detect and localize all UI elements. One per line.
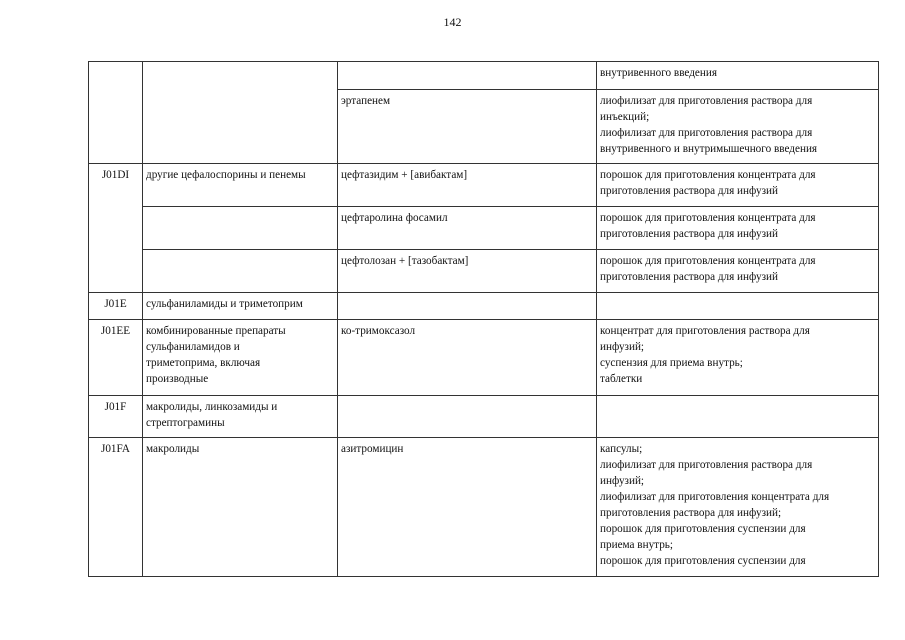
dosage-forms-cell	[597, 62, 879, 90]
dosage-form-line: капсулы;	[600, 443, 643, 455]
table-row	[89, 250, 879, 293]
dosage-forms-cell	[597, 207, 879, 250]
dosage-form-line: инфузий;	[600, 341, 645, 353]
dosage-form-line: приготовления раствора для инфузий	[600, 228, 778, 240]
group-cell: сульфаниламиды и триметоприм	[143, 293, 338, 320]
dosage-form-line: лиофилизат для приготовления раствора для	[600, 459, 813, 471]
drug-cell	[338, 396, 597, 438]
table-row	[89, 320, 879, 396]
dosage-forms-cell	[597, 164, 879, 207]
group-cell	[143, 62, 338, 164]
dosage-form-line: приготовления раствора для инфузий;	[600, 507, 782, 519]
dosage-form-line: порошок для приготовления концентрата для	[600, 169, 816, 181]
atc-code-cell: J01DI	[89, 164, 143, 293]
dosage-form-line: инъекций;	[600, 111, 650, 123]
group-line: стрептограмины	[146, 417, 225, 429]
dosage-form-line: внутривенного введения	[600, 67, 718, 79]
dosage-forms-cell	[597, 250, 879, 293]
dosage-form-line: лиофилизат для приготовления концентрата для	[600, 491, 830, 503]
dosage-form-line: суспензия для приема внутрь;	[600, 357, 743, 369]
atc-code-cell	[89, 62, 143, 164]
group-cell	[143, 207, 338, 250]
group-line: производные	[146, 373, 209, 385]
group-cell: другие цефалоспорины и пенемы	[143, 164, 338, 207]
dosage-form-line: таблетки	[600, 373, 643, 385]
drug-cell: азитромицин	[338, 438, 597, 577]
table-row	[89, 207, 879, 250]
atc-code-cell: J01FA	[89, 438, 143, 577]
dosage-form-line: порошок для приготовления концентрата для	[600, 255, 816, 267]
group-line: макролиды, линкозамиды и	[146, 401, 278, 413]
group-line: триметоприма, включая	[146, 357, 261, 369]
dosage-form-line: приготовления раствора для инфузий	[600, 185, 778, 197]
dosage-form-line: лиофилизат для приготовления раствора для	[600, 127, 813, 139]
dosage-form-line: инфузий;	[600, 475, 645, 487]
group-cell: макролиды	[143, 438, 338, 577]
dosage-form-line: концентрат для приготовления раствора для	[600, 325, 810, 337]
dosage-form-line: внутривенного и внутримышечного введения	[600, 143, 818, 155]
drug-cell	[338, 62, 597, 90]
table-row	[89, 164, 879, 207]
atc-code-cell: J01E	[89, 293, 143, 320]
drug-cell: цефтазидим + [авибактам]	[338, 164, 597, 207]
page-number: 142	[443, 15, 462, 29]
drug-cell: цефтаролина фосамил	[338, 207, 597, 250]
table-row	[89, 293, 879, 320]
drug-table	[88, 61, 879, 577]
dosage-form-line: приготовления раствора для инфузий	[600, 271, 778, 283]
group-cell	[143, 250, 338, 293]
group-cell	[143, 396, 338, 438]
dosage-forms-cell	[597, 90, 879, 164]
dosage-form-line: порошок для приготовления суспензии для	[600, 555, 806, 567]
dosage-form-line: приема внутрь;	[600, 539, 673, 551]
drug-cell: цефтолозан + [тазобактам]	[338, 250, 597, 293]
dosage-forms-cell	[597, 396, 879, 438]
table-row	[89, 62, 879, 90]
table-row	[89, 396, 879, 438]
atc-code-cell: J01EE	[89, 320, 143, 396]
table-row	[89, 438, 879, 577]
group-line: сульфаниламидов и	[146, 341, 240, 353]
drug-cell: эртапенем	[338, 90, 597, 164]
dosage-form-line: порошок для приготовления концентрата для	[600, 212, 816, 224]
dosage-forms-cell	[597, 438, 879, 577]
group-line: комбинированные препараты	[146, 325, 286, 337]
dosage-form-line: лиофилизат для приготовления раствора для	[600, 95, 813, 107]
dosage-forms-cell	[597, 320, 879, 396]
dosage-form-line: порошок для приготовления суспензии для	[600, 523, 806, 535]
drug-cell	[338, 293, 597, 320]
drug-cell: ко-тримоксазол	[338, 320, 597, 396]
atc-code-cell: J01F	[89, 396, 143, 438]
dosage-forms-cell	[597, 293, 879, 320]
group-cell	[143, 320, 338, 396]
